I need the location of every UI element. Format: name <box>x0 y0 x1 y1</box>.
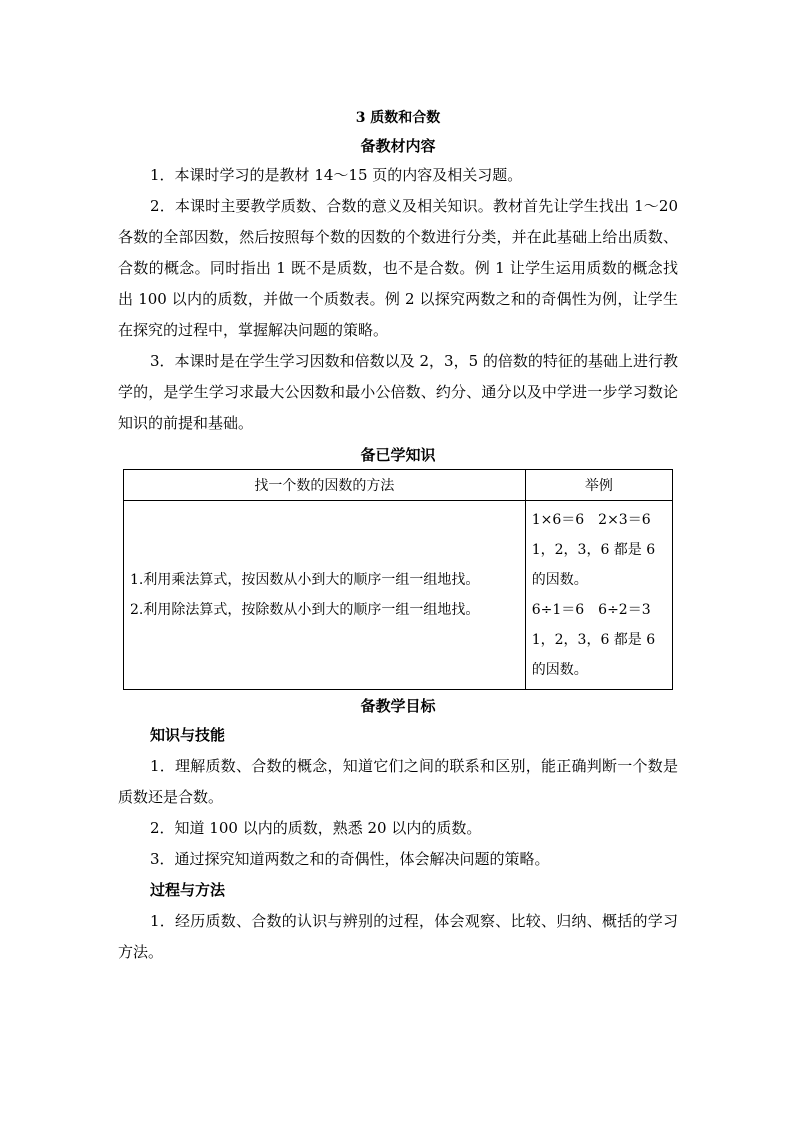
document-content <box>118 108 678 968</box>
example-line-1: 1×6＝6 2×3＝6 <box>531 512 651 528</box>
section-heading-prior-knowledge: 备已学知识 <box>360 446 436 464</box>
knowledge-goal-1: 1．理解质数、合数的概念，知道它们之间的联系和区别，能正确判断一个数是质数还是合数。 <box>118 757 678 806</box>
example-line-3: 的因数。 <box>531 572 588 588</box>
method-item-2: 2.利用除法算式，按除数从小到大的顺序一组一组地找。 <box>130 602 480 618</box>
section-heading-materials: 备教材内容 <box>360 137 436 155</box>
table-cell-methods <box>124 501 526 690</box>
example-line-6: 的因数。 <box>531 662 588 678</box>
table-row <box>124 501 673 690</box>
example-line-5: 1，2，3，6 都是 6 <box>531 632 656 648</box>
materials-paragraph-3: 3．本课时是在学生学习因数和倍数以及 2，3，5 的倍数的特征的基础上进行教学的，是学生学习求最大公因数和最小公倍数、约分、通分以及中学进一步学习数论知识的前提和基础。 <box>118 352 678 432</box>
table-header-row <box>124 470 673 501</box>
process-goal-1: 1．经历质数、合数的认识与辨别的过程，体会观察、比较、归纳、概括的学习方法。 <box>118 912 678 961</box>
table-cell-examples <box>525 501 672 690</box>
example-line-2: 1，2，3，6 都是 6 <box>531 542 656 558</box>
subheading-process-methods: 过程与方法 <box>150 881 226 899</box>
example-line-4: 6÷1＝6 6÷2＝3 <box>531 602 651 618</box>
subheading-knowledge-skills: 知识与技能 <box>150 726 226 744</box>
knowledge-goal-2: 2．知道 100 以内的质数，熟悉 20 以内的质数。 <box>150 819 482 837</box>
table-header-examples: 举例 <box>525 470 672 501</box>
prior-knowledge-table <box>123 469 673 690</box>
materials-paragraph-1: 1．本课时学习的是教材 14～15 页的内容及相关习题。 <box>150 166 523 184</box>
materials-paragraph-2: 2．本课时主要教学质数、合数的意义及相关知识。教材首先让学生找出 1～20 各数的全部因数，然后按照每个数的因数的个数进行分类，并在此基础上给出质数、合数的概念。同时指出 1 既不是质数，也不是合数。例 1 让学生运用质数的概念找出 100 以内的质数，并做一个质数表。例 2 以探究两数之和的奇偶性为例，让学生在探究的过程中，掌握解决问题的策略。 <box>118 197 678 339</box>
method-item-1: 1.利用乘法算式，按因数从小到大的顺序一组一组地找。 <box>130 572 480 588</box>
document-title: 3 质数和合数 <box>355 110 441 126</box>
table-header-methods: 找一个数的因数的方法 <box>124 470 526 501</box>
knowledge-goal-3: 3．通过探究知道两数之和的奇偶性，体会解决问题的策略。 <box>150 850 550 868</box>
section-heading-goals: 备教学目标 <box>360 697 436 715</box>
